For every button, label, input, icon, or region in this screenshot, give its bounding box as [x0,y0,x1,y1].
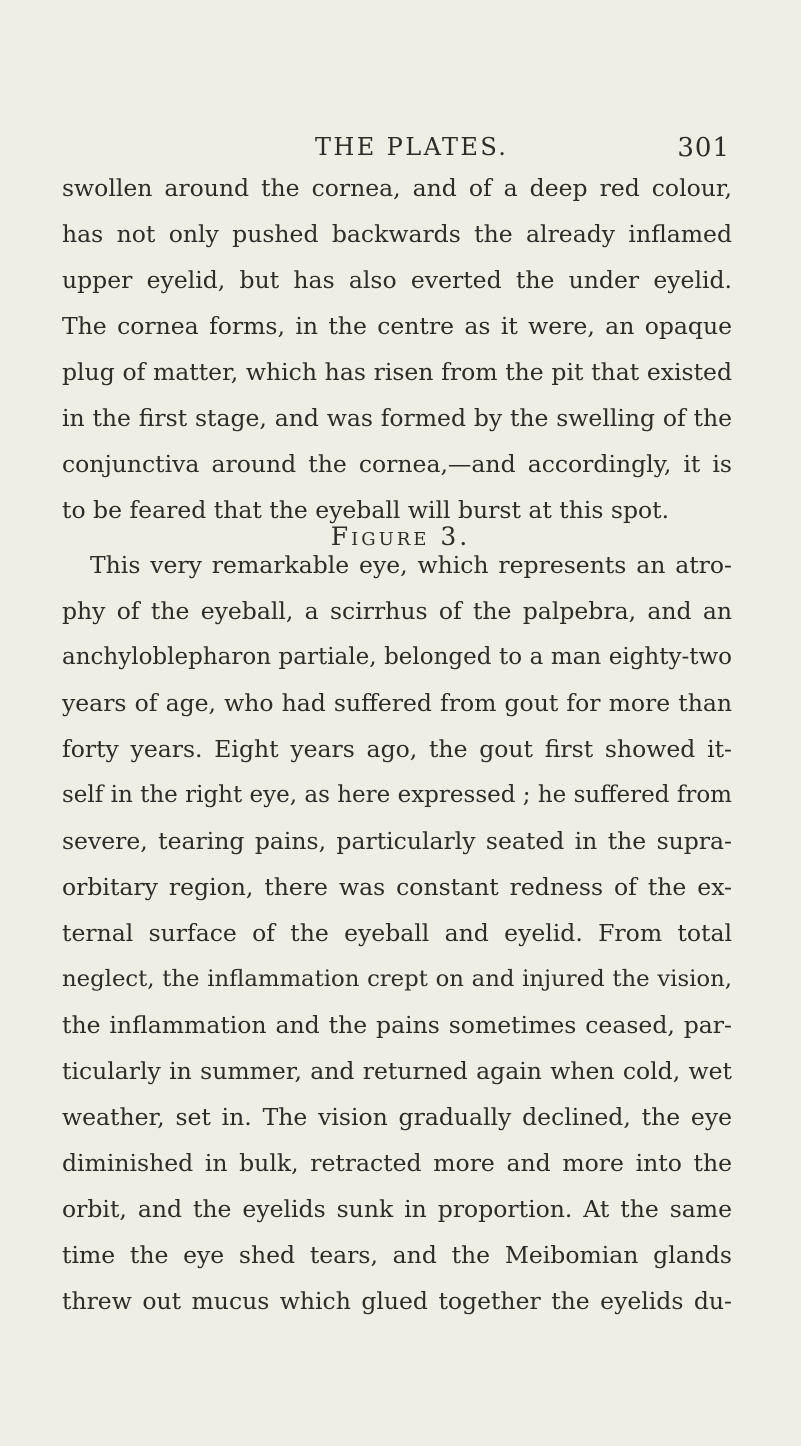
text-line: This very remarkable eye, which represents an atro- [90,551,732,579]
text-line: orbitary region, there was constant redness of the ex- [62,873,732,901]
text-line: weather, set in. The vision gradually declined, the eye [62,1103,732,1131]
text-line: the inflammation and the pains sometimes ceased, par- [62,1011,732,1039]
figure-heading: Figure 3. [330,522,471,551]
figure-description-paragraph [62,542,732,1324]
text-line: upper eyelid, but has also everted the under eyelid. [62,266,732,294]
running-title: THE PLATES. [315,133,509,161]
text-line: time the eye shed tears, and the Meibomian glands [62,1241,732,1269]
text-line: plug of matter, which has risen from the pit that existed [62,358,732,386]
text-line: phy of the eyeball, a scirrhus of the palpebra, and an [62,597,732,625]
text-line: diminished in bulk, retracted more and more into the [62,1149,732,1177]
text-line: has not only pushed backwards the already inflamed [62,220,732,248]
text-line: conjunctiva around the cornea,—and accordingly, it is [62,450,732,478]
text-line: orbit, and the eyelids sunk in proportion. At the same [62,1195,732,1223]
page-number: 301 [677,133,730,163]
text-line: years of age, who had suffered from gout for more than [62,689,732,717]
text-line: threw out mucus which glued together the eyelids du- [62,1287,732,1315]
paragraph-continued [62,165,732,533]
text-line: to be feared that the eyeball will burst at this spot. [62,496,670,524]
text-line: neglect, the inflammation crept on and injured the vision, [62,966,732,992]
text-line: anchyloblepharon partiale, belonged to a man eighty-two [62,644,732,670]
text-line: ternal surface of the eyeball and eyelid. From total [62,919,732,947]
text-line: swollen around the cornea, and of a deep red colour, [62,174,732,202]
text-line: in the first stage, and was formed by the swelling of the [62,404,732,432]
text-line: The cornea forms, in the centre as it were, an opaque [62,312,732,340]
text-line: forty years. Eight years ago, the gout first showed it- [62,735,732,763]
text-line: self in the right eye, as here expressed ; he suffered from [62,782,732,808]
text-line: ticularly in summer, and returned again when cold, wet [62,1057,732,1085]
text-line: severe, tearing pains, particularly seated in the supra- [62,827,732,855]
